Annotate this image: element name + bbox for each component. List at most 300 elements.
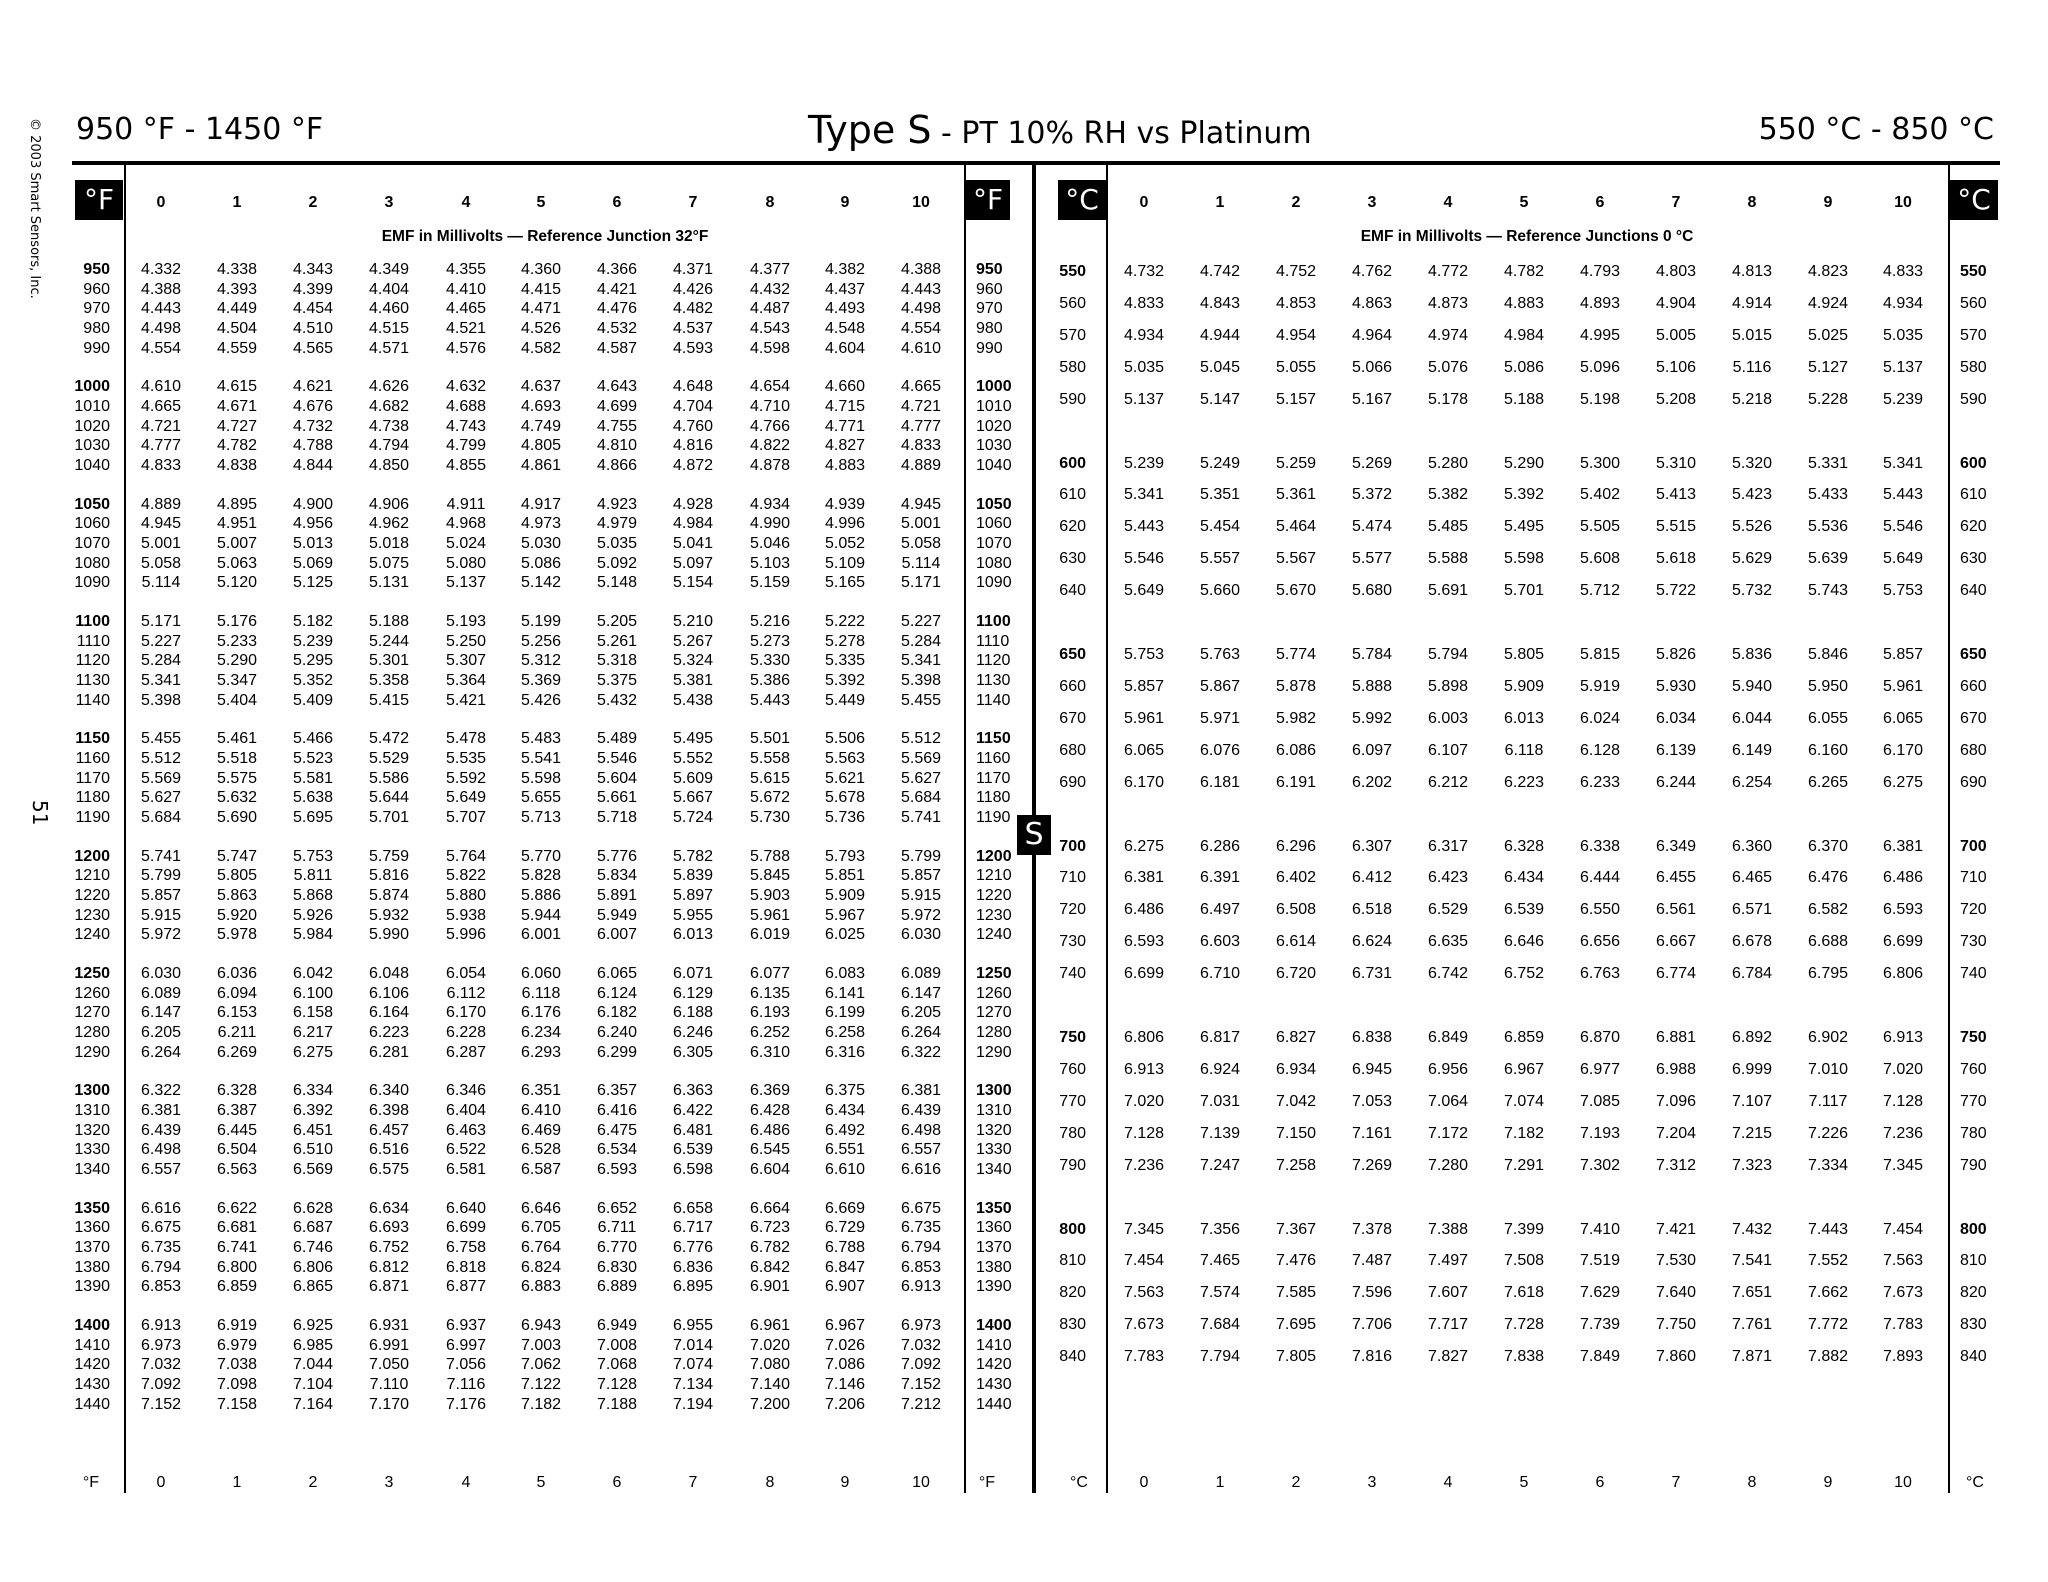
f-emf-cell: 5.649 — [445, 789, 487, 807]
c-emf-cell: 7.226 — [1807, 1124, 1849, 1142]
c-emf-cell: 5.567 — [1275, 550, 1317, 568]
f-emf-cell: 5.782 — [672, 847, 714, 865]
f-emf-cell: 4.393 — [216, 280, 258, 298]
c-emf-cell: 7.258 — [1275, 1156, 1317, 1174]
c-emf-cell: 7.673 — [1882, 1284, 1924, 1302]
c-emf-cell: 7.893 — [1882, 1348, 1924, 1366]
f-emf-cell: 7.164 — [292, 1395, 334, 1413]
f-row-label-left: 1070 — [74, 535, 110, 552]
f-emf-cell: 6.735 — [900, 1219, 942, 1237]
f-emf-cell: 5.086 — [520, 554, 562, 572]
f-column-footer: 6 — [612, 1474, 622, 1491]
c-emf-cell: 5.157 — [1275, 390, 1317, 408]
f-emf-cell: 4.956 — [292, 515, 334, 533]
c-emf-cell: 6.710 — [1199, 965, 1241, 983]
c-emf-cell: 6.603 — [1199, 933, 1241, 951]
f-emf-cell: 4.487 — [749, 300, 791, 318]
c-row-label-left: 780 — [1059, 1124, 1086, 1142]
f-emf-cell: 6.422 — [672, 1102, 714, 1120]
f-emf-cell: 5.621 — [824, 769, 866, 787]
f-emf-cell: 6.346 — [445, 1082, 487, 1100]
c-emf-cell: 7.064 — [1427, 1092, 1469, 1110]
f-emf-cell: 6.664 — [749, 1199, 791, 1217]
f-emf-cell: 5.392 — [824, 672, 866, 689]
c-emf-cell: 6.275 — [1123, 837, 1165, 855]
f-emf-cell: 4.515 — [368, 319, 410, 337]
f-emf-cell: 6.622 — [216, 1199, 258, 1217]
f-emf-cell: 6.593 — [596, 1161, 638, 1179]
f-emf-cell: 5.695 — [292, 809, 334, 826]
c-emf-cell: 5.137 — [1123, 390, 1165, 408]
f-emf-cell: 7.140 — [749, 1376, 791, 1394]
c-emf-cell: 6.286 — [1199, 837, 1241, 855]
f-emf-cell: 7.182 — [520, 1395, 562, 1413]
f-column-footer: 7 — [688, 1474, 698, 1491]
f-emf-cell: 5.523 — [292, 750, 334, 768]
f-emf-cell: 6.961 — [749, 1317, 791, 1335]
f-emf-cell: 4.476 — [596, 300, 638, 318]
c-emf-cell: 6.034 — [1655, 709, 1697, 727]
f-emf-cell: 6.658 — [672, 1199, 714, 1217]
f-column-header: 6 — [612, 194, 622, 211]
c-emf-cell: 5.794 — [1427, 646, 1469, 663]
c-row-label-right: 590 — [1960, 390, 1987, 408]
c-emf-cell: 5.649 — [1882, 550, 1924, 568]
c-unit-badge-left: °C — [1058, 180, 1106, 220]
f-emf-cell: 5.609 — [672, 769, 714, 787]
f-emf-cell: 5.001 — [900, 515, 942, 533]
f-emf-cell: 6.328 — [216, 1082, 258, 1100]
f-emf-cell: 6.628 — [292, 1199, 334, 1217]
f-emf-cell: 6.492 — [824, 1121, 866, 1139]
f-emf-cell: 5.799 — [900, 847, 942, 865]
f-emf-cell: 4.571 — [368, 339, 410, 357]
f-emf-cell: 5.210 — [672, 613, 714, 631]
f-emf-cell: 4.693 — [520, 398, 562, 415]
f-emf-cell: 4.343 — [292, 261, 334, 278]
f-emf-cell: 5.724 — [672, 809, 714, 826]
f-emf-cell: 6.240 — [596, 1024, 638, 1042]
f-emf-cell: 4.962 — [368, 515, 410, 533]
c-emf-cell: 6.518 — [1351, 901, 1393, 919]
f-row-label-left: 1330 — [74, 1141, 110, 1159]
f-emf-cell: 6.217 — [292, 1024, 334, 1042]
f-emf-cell: 6.587 — [520, 1161, 562, 1179]
c-emf-cell: 5.280 — [1427, 454, 1469, 472]
c-emf-cell: 5.331 — [1807, 454, 1849, 472]
f-emf-cell: 6.275 — [292, 1043, 334, 1061]
c-emf-cell: 7.706 — [1351, 1316, 1393, 1334]
f-emf-cell: 5.546 — [596, 750, 638, 768]
f-emf-cell: 6.997 — [445, 1336, 487, 1354]
f-emf-cell: 6.967 — [824, 1317, 866, 1335]
f-emf-cell: 6.949 — [596, 1317, 638, 1335]
f-emf-cell: 4.443 — [140, 300, 182, 318]
c-emf-cell: 7.345 — [1123, 1220, 1165, 1238]
c-emf-cell: 6.539 — [1503, 901, 1545, 919]
f-emf-cell: 5.415 — [368, 691, 410, 709]
f-emf-cell: 5.409 — [292, 691, 334, 709]
c-emf-cell: 5.127 — [1807, 358, 1849, 376]
f-emf-cell: 5.955 — [672, 906, 714, 924]
f-emf-cell: 4.777 — [900, 417, 942, 435]
c-emf-cell: 7.161 — [1351, 1124, 1393, 1142]
f-row-label-right: 1310 — [976, 1102, 1012, 1120]
f-emf-cell: 6.853 — [140, 1278, 182, 1296]
f-emf-cell: 6.118 — [521, 984, 561, 1002]
f-emf-cell: 4.360 — [520, 261, 562, 278]
f-row-label-left: 1280 — [74, 1024, 110, 1042]
c-emf-cell: 5.857 — [1882, 646, 1924, 663]
f-emf-cell: 5.335 — [824, 652, 866, 670]
f-row-label-left: 1220 — [74, 887, 110, 905]
c-emf-cell: 7.607 — [1427, 1284, 1469, 1302]
f-emf-cell: 7.146 — [824, 1376, 866, 1394]
c-emf-cell: 5.137 — [1882, 358, 1924, 376]
f-emf-cell: 5.216 — [749, 613, 791, 631]
f-emf-cell: 5.165 — [824, 574, 866, 592]
f-emf-cell: 5.154 — [672, 574, 714, 592]
f-row-label-left: 1320 — [74, 1121, 110, 1139]
f-emf-cell: 4.521 — [445, 319, 487, 337]
f-emf-cell: 4.704 — [672, 398, 714, 415]
c-emf-cell: 6.317 — [1427, 837, 1469, 855]
f-emf-cell: 6.310 — [749, 1043, 791, 1061]
c-emf-cell: 5.878 — [1275, 677, 1317, 695]
f-emf-cell: 5.805 — [216, 867, 258, 885]
c-emf-cell: 6.434 — [1503, 869, 1545, 887]
f-emf-cell: 5.759 — [368, 847, 410, 865]
c-row-label-left: 760 — [1059, 1060, 1086, 1078]
f-emf-cell: 6.563 — [216, 1161, 258, 1179]
c-emf-cell: 6.892 — [1731, 1029, 1773, 1046]
f-emf-cell: 7.122 — [520, 1376, 562, 1394]
f-emf-cell: 6.640 — [445, 1199, 487, 1217]
c-emf-cell: 6.202 — [1351, 773, 1393, 791]
c-emf-cell: 7.530 — [1655, 1252, 1697, 1270]
f-emf-cell: 4.727 — [216, 417, 258, 435]
f-emf-cell: 7.032 — [140, 1356, 182, 1374]
f-emf-cell: 6.788 — [824, 1239, 866, 1257]
c-emf-cell: 7.827 — [1427, 1348, 1469, 1366]
c-row-label-left: 690 — [1059, 773, 1086, 791]
c-emf-cell: 6.065 — [1123, 741, 1165, 759]
f-emf-cell: 6.687 — [292, 1219, 334, 1237]
c-emf-cell: 6.656 — [1579, 933, 1621, 951]
c-emf-cell: 7.695 — [1275, 1316, 1317, 1334]
f-emf-cell: 6.693 — [368, 1219, 410, 1237]
c-emf-cell: 7.783 — [1882, 1316, 1924, 1334]
c-row-label-left: 710 — [1059, 869, 1086, 887]
c-emf-cell: 7.596 — [1351, 1284, 1393, 1302]
f-emf-cell: 5.684 — [900, 789, 942, 807]
c-row-label-left: 650 — [1059, 646, 1086, 663]
c-emf-cell: 7.010 — [1807, 1060, 1849, 1078]
f-emf-cell: 4.794 — [368, 437, 410, 455]
f-row-label-left: 1420 — [74, 1356, 110, 1374]
f-emf-cell: 6.019 — [749, 926, 791, 944]
f-emf-cell: 5.295 — [292, 652, 334, 670]
f-emf-cell: 5.205 — [596, 613, 638, 631]
f-emf-cell: 6.135 — [749, 984, 791, 1002]
f-emf-cell: 5.678 — [824, 789, 866, 807]
c-emf-cell: 5.629 — [1731, 550, 1773, 568]
c-emf-cell: 5.919 — [1579, 677, 1621, 695]
c-emf-cell: 6.902 — [1807, 1029, 1849, 1046]
f-column-footer: 1 — [232, 1474, 242, 1491]
c-emf-cell: 5.950 — [1807, 677, 1849, 695]
f-emf-cell: 6.375 — [824, 1082, 866, 1100]
c-emf-cell: 7.399 — [1503, 1220, 1545, 1238]
f-emf-cell: 5.273 — [749, 632, 791, 650]
c-emf-cell: 7.020 — [1882, 1060, 1924, 1078]
f-emf-cell: 5.764 — [445, 847, 487, 865]
range-celsius: 550 °C - 850 °C — [1758, 112, 1994, 147]
f-emf-cell: 5.535 — [445, 750, 487, 768]
f-emf-cell: 6.770 — [596, 1239, 638, 1257]
c-column-header: 6 — [1595, 194, 1605, 211]
f-emf-cell: 6.158 — [292, 1004, 334, 1022]
f-row-label-left: 960 — [83, 280, 110, 298]
f-column-footer: 10 — [912, 1474, 930, 1491]
f-emf-cell: 5.120 — [216, 574, 258, 592]
f-emf-cell: 5.811 — [293, 867, 333, 885]
c-emf-cell: 6.244 — [1655, 773, 1697, 791]
f-row-label-right: 1350 — [976, 1199, 1012, 1217]
c-emf-cell: 7.128 — [1882, 1092, 1924, 1110]
f-emf-cell: 5.188 — [368, 613, 410, 631]
f-emf-cell: 4.990 — [749, 515, 791, 533]
f-row-label-left: 1080 — [74, 554, 110, 572]
c-emf-cell: 4.793 — [1579, 263, 1621, 280]
c-emf-cell: 6.370 — [1807, 837, 1849, 855]
c-emf-cell: 7.031 — [1199, 1092, 1241, 1110]
c-emf-cell: 7.172 — [1427, 1124, 1469, 1142]
f-emf-cell: 4.355 — [445, 261, 487, 278]
c-unit-badge-right: °C — [1950, 180, 1998, 220]
f-emf-cell: 4.900 — [292, 495, 334, 513]
c-emf-cell: 7.269 — [1351, 1156, 1393, 1174]
f-emf-cell: 7.074 — [672, 1356, 714, 1374]
f-row-label-left: 950 — [83, 261, 110, 278]
c-emf-cell: 5.025 — [1807, 326, 1849, 344]
f-emf-cell: 6.943 — [520, 1317, 562, 1335]
f-emf-cell: 6.919 — [216, 1317, 258, 1335]
f-row-label-left: 1350 — [74, 1199, 110, 1217]
f-emf-cell: 6.889 — [596, 1278, 638, 1296]
f-right-rule — [964, 165, 966, 1493]
c-row-label-left: 580 — [1059, 358, 1086, 376]
f-emf-cell: 4.777 — [140, 437, 182, 455]
f-emf-cell: 5.684 — [140, 809, 182, 826]
f-emf-cell: 5.857 — [900, 867, 942, 885]
f-emf-cell: 7.134 — [672, 1376, 714, 1394]
f-emf-cell: 5.318 — [596, 652, 638, 670]
f-emf-cell: 5.575 — [216, 769, 258, 787]
c-emf-cell: 7.465 — [1199, 1252, 1241, 1270]
f-row-label-right: 1170 — [976, 769, 1011, 787]
c-emf-cell: 7.215 — [1731, 1124, 1773, 1142]
f-emf-cell: 5.125 — [292, 574, 334, 592]
f-emf-cell: 5.753 — [292, 847, 334, 865]
f-emf-cell: 6.322 — [900, 1043, 942, 1061]
f-emf-cell: 5.222 — [824, 613, 866, 631]
c-column-footer: 4 — [1443, 1474, 1453, 1491]
f-emf-cell: 7.188 — [596, 1395, 638, 1413]
f-emf-cell: 5.569 — [900, 750, 942, 768]
c-emf-cell: 4.914 — [1731, 294, 1773, 312]
f-emf-cell: 6.504 — [216, 1141, 258, 1159]
c-emf-cell: 4.995 — [1579, 326, 1621, 344]
f-emf-cell: 6.469 — [520, 1121, 562, 1139]
f-row-label-left: 1370 — [74, 1239, 110, 1257]
f-emf-cell: 4.449 — [216, 300, 258, 318]
f-emf-cell: 6.883 — [520, 1278, 562, 1296]
c-emf-cell: 7.761 — [1731, 1316, 1773, 1334]
f-emf-cell: 6.071 — [672, 965, 714, 983]
f-emf-cell: 5.558 — [749, 750, 791, 768]
f-row-label-right: 1430 — [976, 1376, 1012, 1394]
c-emf-cell: 6.265 — [1807, 773, 1849, 791]
f-row-label-right: 1000 — [976, 378, 1012, 396]
f-emf-cell: 5.915 — [900, 887, 942, 905]
c-emf-cell: 4.803 — [1655, 263, 1697, 280]
f-emf-cell: 4.471 — [520, 300, 562, 318]
f-emf-cell: 7.152 — [140, 1395, 182, 1413]
f-row-label-right: 1360 — [976, 1219, 1012, 1237]
f-emf-cell: 5.863 — [216, 887, 258, 905]
f-emf-cell: 4.671 — [216, 398, 258, 415]
c-emf-cell: 7.563 — [1123, 1284, 1165, 1302]
f-emf-cell: 4.755 — [596, 417, 638, 435]
c-emf-cell: 5.474 — [1351, 518, 1393, 536]
c-emf-cell: 7.107 — [1731, 1092, 1773, 1110]
c-emf-cell: 5.546 — [1123, 550, 1165, 568]
c-emf-cell: 7.096 — [1655, 1092, 1697, 1110]
c-emf-cell: 5.815 — [1579, 646, 1621, 663]
f-emf-cell: 4.866 — [596, 456, 638, 474]
f-emf-cell: 5.690 — [216, 809, 258, 826]
f-emf-cell: 4.928 — [672, 495, 714, 513]
f-emf-cell: 6.729 — [824, 1219, 866, 1237]
f-emf-cell: 5.080 — [445, 554, 487, 572]
f-emf-cell: 5.256 — [520, 632, 562, 650]
c-emf-cell: 5.035 — [1123, 358, 1165, 376]
f-emf-cell: 5.569 — [140, 769, 182, 787]
f-emf-cell: 6.434 — [824, 1102, 866, 1120]
f-emf-cell: 4.939 — [824, 495, 866, 513]
c-emf-cell: 5.290 — [1503, 454, 1545, 472]
f-emf-cell: 4.861 — [520, 456, 562, 474]
f-row-label-left: 1190 — [75, 809, 110, 826]
f-unit-footer-right: °F — [978, 1474, 996, 1491]
f-emf-cell: 5.489 — [596, 730, 638, 748]
f-emf-cell: 4.587 — [596, 339, 638, 357]
f-emf-cell: 5.324 — [672, 652, 714, 670]
f-row-label-left: 1290 — [74, 1043, 110, 1061]
c-emf-cell: 6.013 — [1503, 709, 1545, 727]
f-emf-cell: 4.889 — [140, 495, 182, 513]
f-emf-cell: 5.193 — [445, 613, 487, 631]
f-emf-cell: 6.539 — [672, 1141, 714, 1159]
f-emf-cell: 4.973 — [520, 515, 562, 533]
c-emf-cell: 4.742 — [1199, 263, 1241, 280]
c-row-label-right: 680 — [1960, 741, 1987, 759]
f-emf-cell: 5.512 — [900, 730, 942, 748]
f-row-label-right: 1440 — [976, 1395, 1012, 1413]
c-emf-cell: 6.977 — [1579, 1060, 1621, 1078]
f-emf-cell: 6.001 — [520, 926, 562, 944]
c-emf-cell: 7.139 — [1199, 1124, 1241, 1142]
f-column-header: 7 — [688, 194, 698, 211]
f-row-label-right: 1020 — [976, 417, 1012, 435]
f-row-label-left: 1250 — [74, 965, 110, 983]
c-emf-cell: 5.464 — [1275, 518, 1317, 536]
c-emf-cell: 6.055 — [1807, 709, 1849, 727]
f-emf-cell: 4.766 — [749, 417, 791, 435]
f-emf-cell: 6.830 — [596, 1258, 638, 1276]
c-emf-cell: 6.752 — [1503, 965, 1545, 983]
f-emf-cell: 6.147 — [900, 984, 942, 1002]
f-emf-cell: 5.381 — [672, 672, 714, 689]
f-emf-cell: 6.675 — [900, 1199, 942, 1217]
f-row-label-right: 1060 — [976, 515, 1012, 533]
f-emf-cell: 5.278 — [824, 632, 866, 650]
f-emf-cell: 6.060 — [520, 965, 562, 983]
c-row-label-right: 720 — [1960, 901, 1987, 919]
f-emf-cell: 6.176 — [520, 1004, 562, 1022]
f-emf-cell: 6.089 — [140, 984, 182, 1002]
c-emf-cell: 7.345 — [1882, 1156, 1924, 1174]
f-row-label-right: 1380 — [976, 1258, 1012, 1276]
f-emf-cell: 4.554 — [140, 339, 182, 357]
c-row-label-left: 830 — [1059, 1316, 1086, 1334]
f-emf-cell: 5.030 — [520, 535, 562, 552]
f-emf-cell: 7.206 — [824, 1395, 866, 1413]
f-emf-cell: 4.721 — [900, 398, 942, 415]
f-emf-cell: 6.094 — [216, 984, 258, 1002]
c-column-footer: 3 — [1367, 1474, 1377, 1491]
f-emf-cell: 5.926 — [292, 906, 334, 924]
f-emf-cell: 5.046 — [749, 535, 791, 552]
f-emf-cell: 4.576 — [445, 339, 487, 357]
f-row-label-right: 1040 — [976, 456, 1012, 474]
f-emf-cell: 4.437 — [824, 280, 866, 298]
c-emf-cell: 6.223 — [1503, 773, 1545, 791]
f-emf-cell: 4.827 — [824, 437, 866, 455]
c-emf-cell: 6.593 — [1882, 901, 1924, 919]
f-emf-cell: 4.526 — [520, 319, 562, 337]
c-emf-cell: 4.752 — [1275, 263, 1317, 280]
f-emf-cell: 6.569 — [292, 1161, 334, 1179]
c-emf-cell: 5.732 — [1731, 582, 1773, 600]
f-emf-cell: 5.386 — [749, 672, 791, 689]
f-emf-cell: 6.901 — [749, 1278, 791, 1296]
f-emf-cell: 4.923 — [596, 495, 638, 513]
f-emf-cell: 4.844 — [292, 456, 334, 474]
f-row-label-left: 1270 — [74, 1004, 110, 1022]
c-row-label-right: 650 — [1960, 646, 1987, 663]
f-emf-cell: 5.137 — [445, 574, 487, 592]
f-emf-cell: 5.301 — [368, 652, 410, 670]
f-emf-cell: 6.764 — [520, 1239, 562, 1257]
f-row-label-left: 1180 — [75, 789, 110, 807]
c-emf-cell: 5.909 — [1503, 677, 1545, 695]
f-emf-cell: 5.944 — [520, 906, 562, 924]
c-emf-cell: 5.198 — [1579, 390, 1621, 408]
f-emf-cell: 5.990 — [368, 926, 410, 944]
f-row-label-right: 1400 — [976, 1317, 1012, 1335]
